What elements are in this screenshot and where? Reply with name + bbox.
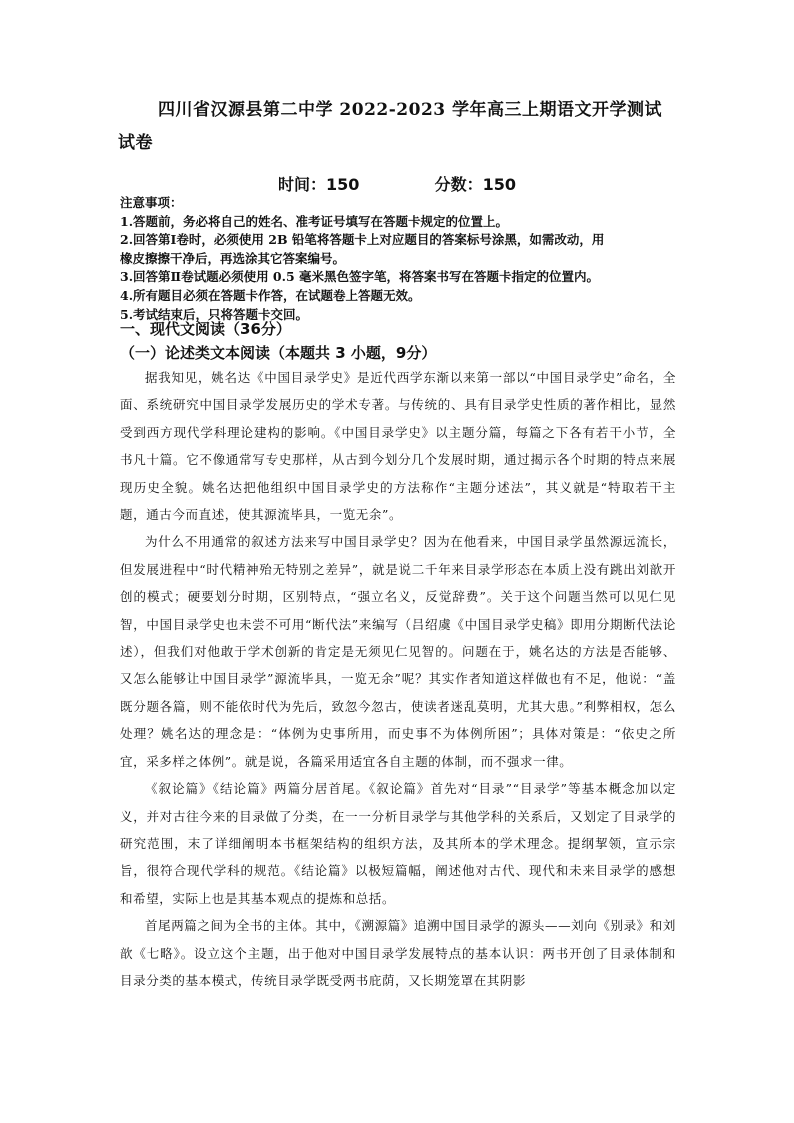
paragraph: 首尾两篇之间为全书的主体。其中，《溯源篇》追溯中国目录学的源头——刘向《别录》和刘歆《七略》。设立这个主题，出于他对中国目录学发展特点的基本认识：两书开创了目录体制和目录分类的基本模式，传统目录学既受两书庇荫，又长期笼罩在其阴影 <box>120 918 676 988</box>
section-heading: 一、现代文阅读（36分） <box>120 320 291 338</box>
subsection-heading: （一）论述类文本阅读（本题共 3 小题，9分） <box>120 344 437 362</box>
score-label: 分数：150 <box>434 175 516 194</box>
notes-block <box>120 194 680 324</box>
exam-meta <box>0 172 794 195</box>
note-item: 1.答题前，务必将自己的姓名、准考证号填写在答题卡规定的位置上。 <box>120 213 509 229</box>
note-item: 橡皮擦擦干净后，再选涂其它答案编号。 <box>120 250 346 266</box>
title-line-1: 四川省汉源县第二中学 2022-2023 学年高三上期语文开学测试 <box>158 100 663 120</box>
note-item: 4.所有题目必须在答题卡作答，在试题卷上答题无效。 <box>120 287 421 303</box>
reading-passage <box>120 364 676 994</box>
time-label: 时间：150 <box>278 175 360 194</box>
notes-heading: 注意事项： <box>120 195 183 210</box>
note-item: 2.回答第Ⅰ卷时，必须使用 2B 铅笔将答题卡上对应题目的答案标号涂黑，如需改动，用 <box>120 232 605 248</box>
title-line-2: 试卷 <box>118 133 153 153</box>
note-item: 5.考试结束后，只将答题卡交回。 <box>120 306 309 322</box>
paragraph: 《叙论篇》《结论篇》两篇分居首尾。《叙论篇》首先对“目录”“目录学”等基本概念加以定义，并对古往今来的目录做了分类，在一一分析目录学与其他学科的关系后，又划定了目录学的研究范围，末了详细阐明本书框架结构的组织方法，及其所本的学术理念。提纲挈领，宣示宗旨，很符合现代学科的规范。《结论篇》以极短篇幅，阐述他对古代、现代和未来目录学的感想和希望，实际上也是其基本观点的提炼和总括。 <box>120 781 676 906</box>
exam-title <box>118 94 678 160</box>
paragraph: 据我知见，姚名达《中国目录学史》是近代西学东渐以来第一部以“中国目录学史”命名，全面、系统研究中国目录学发展历史的学术专著。与传统的、具有目录学史性质的著作相比，显然受到西方现代学科理论建构的影响。《中国目录学史》以主题分篇，每篇之下各有若干小节，全书凡十篇。它不像通常写专史那样，从古到今划分几个发展时期，通过揭示各个时期的特点来展现历史全貌。姚名达把他组织中国目录学史的方法称作“主题分述法”，其义就是“特取若干主题，通古今而直述，使其源流毕具，一览无余”。 <box>120 370 676 523</box>
note-item: 3.回答第Ⅱ卷试题必须使用 0.5 毫米黑色签字笔，将答案书写在答题卡指定的位置内。 <box>120 269 600 285</box>
paragraph: 为什么不用通常的叙述方法来写中国目录学史？因为在他看来，中国目录学虽然源远流长，但发展进程中“时代精神殆无特别之差异”，就是说二千年来目录学形态在本质上没有跳出刘歆开创的模式；硬要划分时期，区别特点，“强立名义，反觉辞费”。关于这个问题当然可以见仁见智，中国目录学史也未尝不可用“断代法”来编写（吕绍虞《中国目录学史稿》即用分期断代法论述），但我们对他敢于学术创新的肯定是无须见仁见智的。问题在于，姚名达的方法是否能够、又怎么能够让中国目录学”源流毕具，一览无余”呢？其实作者知道这样做也有不足，他说：“盖既分题各篇，则不能依时代为先后，致忽今忽古，使读者迷乱莫明，尤其大患。”利弊相权，怎么处理？姚名达的理念是：“体例为史事所用，而史事不为体例所困”；具体对策是：“依史之所宜，采多样之体例”。就是说，各篇采用适宜各自主题的体制，而不强求一律。 <box>120 534 676 769</box>
